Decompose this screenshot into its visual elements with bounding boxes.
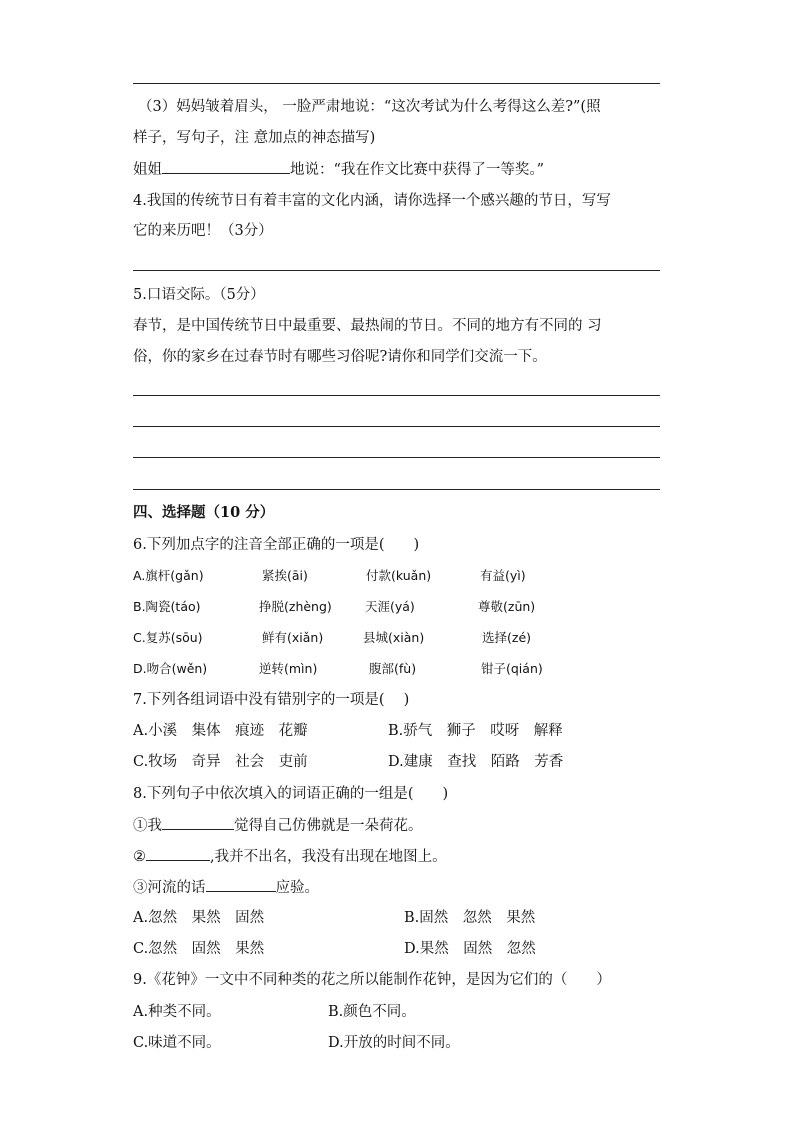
q6-row-a-1[interactable]: A.旗杆(gǎn): [133, 568, 204, 583]
q8-sentence-3: [133, 877, 319, 898]
q6-row-a-2: 紧挨(āi): [262, 568, 308, 583]
q6-row-c-2: 鲜有(xiǎn): [262, 630, 324, 645]
q8-stem: 8.下列句子中依次填入的词语正确的一组是( ): [133, 786, 449, 802]
q4-answer-line[interactable]: [133, 270, 660, 271]
q6-row-d-2: 逆转(mìn): [259, 661, 318, 676]
q9-option-a[interactable]: A.种类不同。: [133, 1004, 221, 1020]
q5-answer-line-4[interactable]: [133, 489, 660, 490]
top-rule: [133, 83, 660, 84]
q6-row-c-1[interactable]: C.复苏(sōu): [133, 630, 203, 645]
q6-row-b-4: 尊敬(zūn): [478, 599, 536, 614]
answer-suffix: 地说：“我在作文比赛中获得了一等奖。”: [290, 162, 545, 178]
q8-sentence-1: [133, 815, 423, 836]
q4-line1: 4.我国的传统节日有着丰富的文化内涵，请你选择一个感兴趣的节日，写写: [133, 193, 611, 209]
q7-option-c[interactable]: C.牧场 奇异 社会 吏前: [133, 754, 308, 770]
answer-prefix: 姐姐: [133, 162, 162, 178]
q7-option-d[interactable]: D.建康 查找 陌路 芳香: [388, 754, 564, 770]
s1-prefix: ①我: [133, 818, 162, 834]
q7-option-b[interactable]: B.骄气 狮子 哎呀 解释: [388, 723, 563, 739]
q9-option-c[interactable]: C.味道不同。: [133, 1035, 221, 1051]
s2-suffix: ,我并不出名，我没有出现在地图上。: [210, 849, 447, 865]
q7-option-a[interactable]: A.小溪 集体 痕迹 花瓣: [133, 723, 308, 739]
q6-row-d-3: 腹部(fù): [369, 661, 417, 676]
q7-stem: 7.下列各组词语中没有错别字的一项是( ): [133, 692, 410, 708]
q8-sentence-2: [133, 846, 447, 867]
s2-prefix: ②: [133, 849, 146, 865]
s1-blank[interactable]: [162, 815, 234, 830]
q6-row-d-4: 钳子(qián): [481, 661, 543, 676]
q4-line2: 它的来历吧！（3分）: [133, 223, 273, 239]
q6-row-d-1[interactable]: D.吻合(wěn): [133, 661, 208, 676]
q6-row-a-3: 付款(kuǎn): [366, 568, 432, 583]
s3-blank[interactable]: [206, 877, 276, 892]
q3-sub3-line2: 样子，写句子，注 意加点的神态描写): [133, 130, 376, 146]
q6-row-a-4: 有益(yì): [480, 568, 526, 583]
q9-stem: 9.《花钟》一文中不同种类的花之所以能制作花钟，是因为它们的（ ）: [133, 972, 611, 988]
q9-option-d[interactable]: D.开放的时间不同。: [328, 1035, 460, 1051]
section-4-title: 四、选择题（10 分）: [133, 504, 275, 521]
q5-answer-line-2[interactable]: [133, 426, 660, 427]
q5-line1: 春节，是中国传统节日中最重要、最热闹的节日。不同的地方有不同的 习: [133, 318, 602, 334]
q8-option-c[interactable]: C.忽然 固然 果然: [133, 941, 265, 957]
q6-row-b-1[interactable]: B.陶瓷(táo): [133, 599, 201, 614]
q6-row-c-3: 县城(xiàn): [363, 630, 425, 645]
q3-sub3-line1: （3）妈妈皱着眉头， 一脸严肃地说：“这次考试为什么考得这么差?”(照: [138, 99, 601, 115]
q5-answer-line-1[interactable]: [133, 395, 660, 396]
q6-row-c-4: 选择(zé): [482, 630, 532, 645]
q5-answer-line-3[interactable]: [133, 457, 660, 458]
q6-row-b-2: 挣脱(zhèng): [259, 599, 332, 614]
q5-line2: 俗，你的家乡在过春节时有哪些习俗呢?请你和同学们交流一下。: [133, 349, 547, 365]
q9-option-b[interactable]: B.颜色不同。: [328, 1004, 416, 1020]
q8-option-d[interactable]: D.果然 固然 忽然: [404, 941, 536, 957]
s2-blank[interactable]: [146, 846, 210, 861]
q6-stem: 6.下列加点字的注音全部正确的一项是( ): [133, 537, 420, 553]
q5-title: 5.口语交际。（5分）: [133, 287, 265, 303]
s3-prefix: ③河流的话: [133, 880, 206, 896]
s1-suffix: 觉得自己仿佛就是一朵荷花。: [234, 818, 423, 834]
q3-sub3-answer: [133, 159, 544, 180]
q8-option-a[interactable]: A.忽然 果然 固然: [133, 910, 265, 926]
s3-suffix: 应验。: [275, 880, 319, 896]
answer-blank[interactable]: [162, 159, 290, 174]
q8-option-b[interactable]: B.固然 忽然 果然: [404, 910, 536, 926]
q6-row-b-3: 天涯(yá): [365, 599, 415, 614]
